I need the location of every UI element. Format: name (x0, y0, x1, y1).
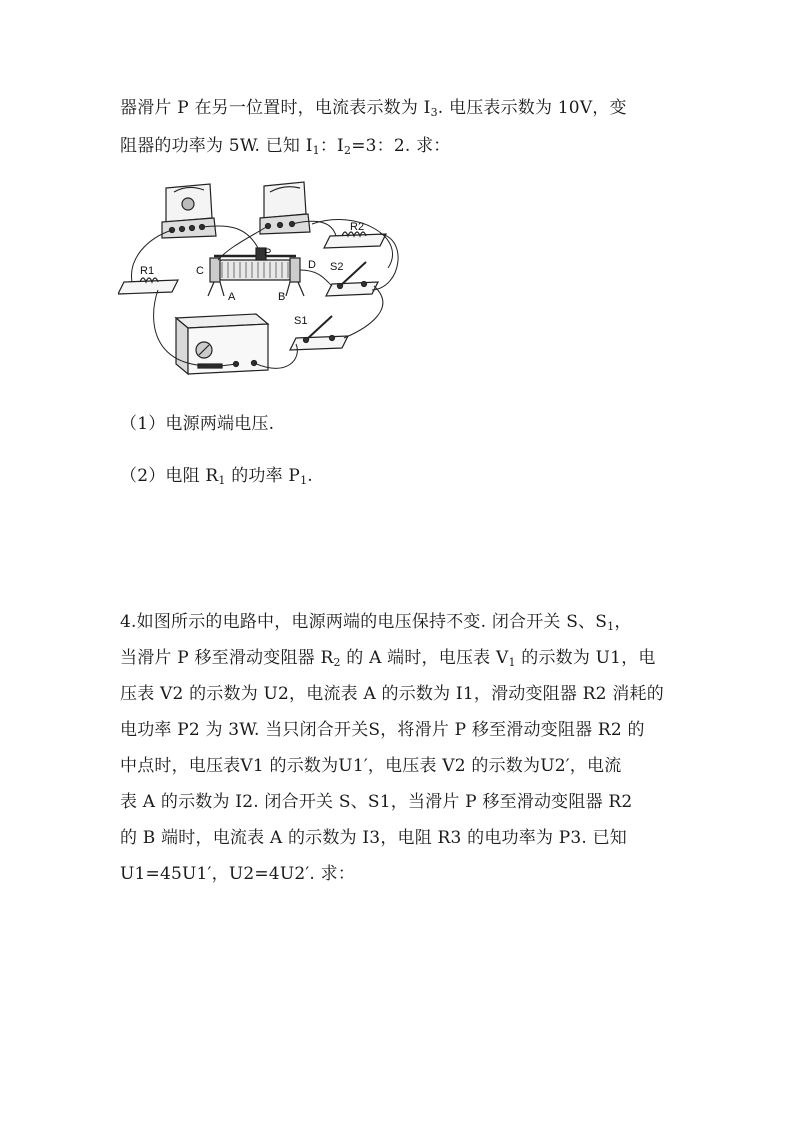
problem3-question-1: （1）电源两端电压. (120, 414, 275, 434)
ammeter-icon (162, 184, 216, 238)
subscript: 2 (343, 144, 352, 157)
label-c: C (196, 265, 204, 277)
problem4-line-1 (120, 610, 632, 634)
label-a: A (228, 291, 236, 303)
problem4-line-7: 的 B 端时，电流表 A 的示数为 I3，电阻 R3 的电功率为 P3. 已知 (120, 828, 628, 848)
label-s1: S1 (294, 315, 308, 327)
subscript: 1 (300, 474, 308, 487)
text-run: ， (614, 612, 632, 632)
problem4-line-2 (120, 646, 656, 670)
subscript: 1 (607, 620, 615, 633)
subscript: 3 (430, 106, 438, 119)
problem3-line-1 (120, 96, 627, 120)
text-run: ：I (319, 136, 344, 156)
circuit-apparatus-figure (118, 178, 408, 388)
label-s2: S2 (330, 261, 344, 273)
subscript: 1 (312, 144, 320, 157)
power-supply-icon (176, 314, 268, 374)
problem4-line-5: 中点时，电压表V1 的示数为U1′，电压表 V2 的示数为U2′，电流 (120, 756, 622, 776)
label-r2: R2 (350, 221, 365, 233)
label-r1: R1 (140, 265, 155, 277)
problem3-line-2 (120, 134, 450, 158)
text-run: =3：2. 求： (351, 136, 451, 156)
problem3-question-2 (120, 464, 313, 488)
resistor-r2-icon (324, 232, 386, 248)
label-b: B (278, 291, 286, 303)
text-run: （2）电阻 R (120, 466, 219, 486)
text-run: . (307, 466, 313, 486)
problem4-line-6: 表 A 的示数为 I2. 闭合开关 S、S1，当滑片 P 移至滑动变阻器 R2 (120, 792, 633, 812)
problem4-line-4: 电功率 P2 为 3W. 当只闭合开关S，将滑片 P 移至滑动变阻器 R2 的 (120, 720, 645, 740)
text-run: 的功率 P (225, 466, 301, 486)
text-run: 阻器的功率为 5W. 已知 I (120, 136, 313, 156)
text-run: . 电压表示数为 10V，变 (437, 98, 627, 118)
problem4-line-3: 压表 V2 的示数为 U2，电流表 A 的示数为 I1，滑动变阻器 R2 消耗的 (120, 684, 664, 704)
subscript: 1 (508, 656, 516, 669)
text-run: 的示数为 U1，电 (515, 648, 656, 668)
text-run: 的 A 端时，电压表 V (340, 648, 509, 668)
label-p: P (264, 247, 272, 259)
resistor-r1-icon (118, 278, 178, 294)
subscript: 2 (333, 656, 341, 669)
text-run: 器滑片 P 在另一位置时，电流表示数为 I (120, 98, 431, 118)
label-d: D (308, 259, 316, 271)
problem4-line-8: U1=45U1′，U2=4U2′. 求： (120, 864, 356, 884)
subscript: 1 (218, 474, 226, 487)
text-run: 4.如图所示的电路中，电源两端的电压保持不变. 闭合开关 S、S (120, 612, 608, 632)
text-run: 当滑片 P 移至滑动变阻器 R (120, 648, 334, 668)
